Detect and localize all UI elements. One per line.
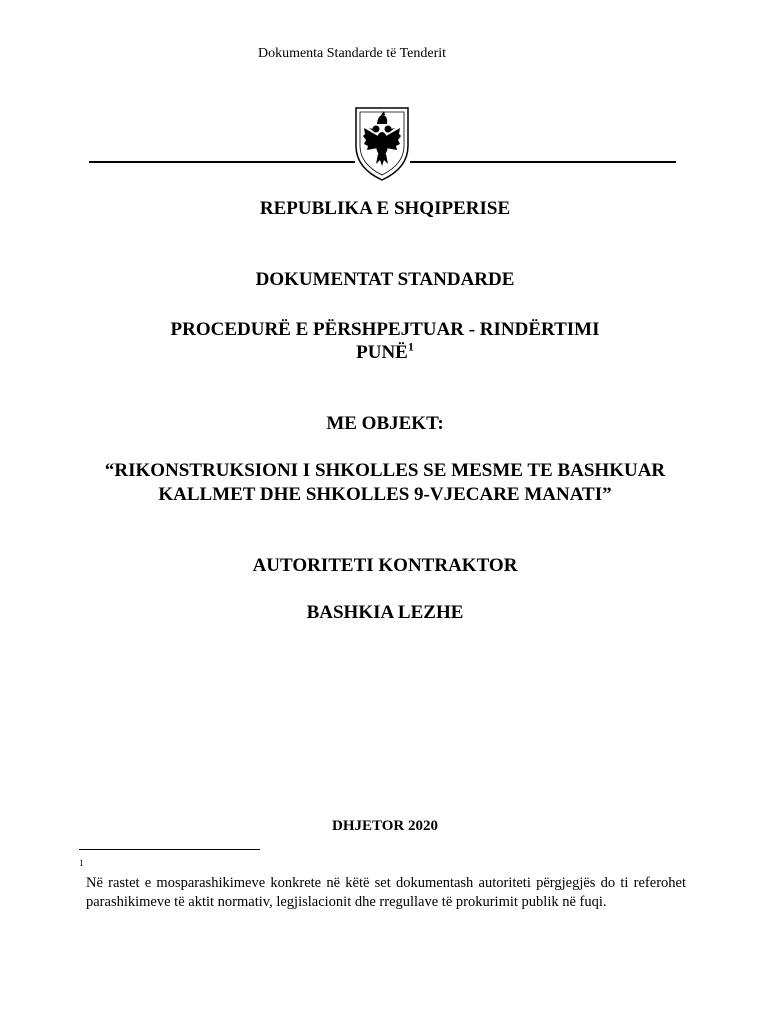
footnote-text: Në rastet e mosparashikimeve konkrete në këtë set dokumentash autoriteti përgjegjës do ti referohet parashikimeve të aktit normativ, legjislacionit dhe rregullave të prokurimit publik në fuqi.	[86, 875, 686, 910]
authority-label: AUTORITETI KONTRAKTOR	[252, 555, 518, 576]
documents-title: DOKUMENTAT STANDARDE	[255, 269, 515, 290]
header-rule-right	[410, 161, 676, 163]
albanian-coat-of-arms-icon	[352, 102, 412, 182]
object-label: ME OBJEKT:	[326, 413, 444, 434]
footnote-mark: 1	[79, 858, 84, 868]
procedure-title-line2	[0, 341, 770, 364]
document-date: DHJETOR 2020	[332, 818, 438, 834]
running-header: Dokumenta Standarde të Tenderit	[257, 46, 447, 61]
header-rule-left	[89, 161, 355, 163]
procedure-title-text: PUNË	[356, 342, 408, 363]
object-title-line2: KALLMET DHE SHKOLLES 9-VJECARE MANATI”	[158, 484, 612, 505]
footnote-separator	[79, 849, 260, 850]
republic-title: REPUBLIKA E SHQIPERISE	[259, 198, 511, 219]
procedure-title-line1: PROCEDURË E PËRSHPEJTUAR - RINDËRTIMI	[170, 319, 600, 340]
footnote-reference: 1	[407, 339, 414, 354]
object-title-line1: “RIKONSTRUKSIONI I SHKOLLES SE MESME TE BASHKUAR	[104, 460, 666, 481]
authority-name: BASHKIA LEZHE	[306, 602, 464, 623]
